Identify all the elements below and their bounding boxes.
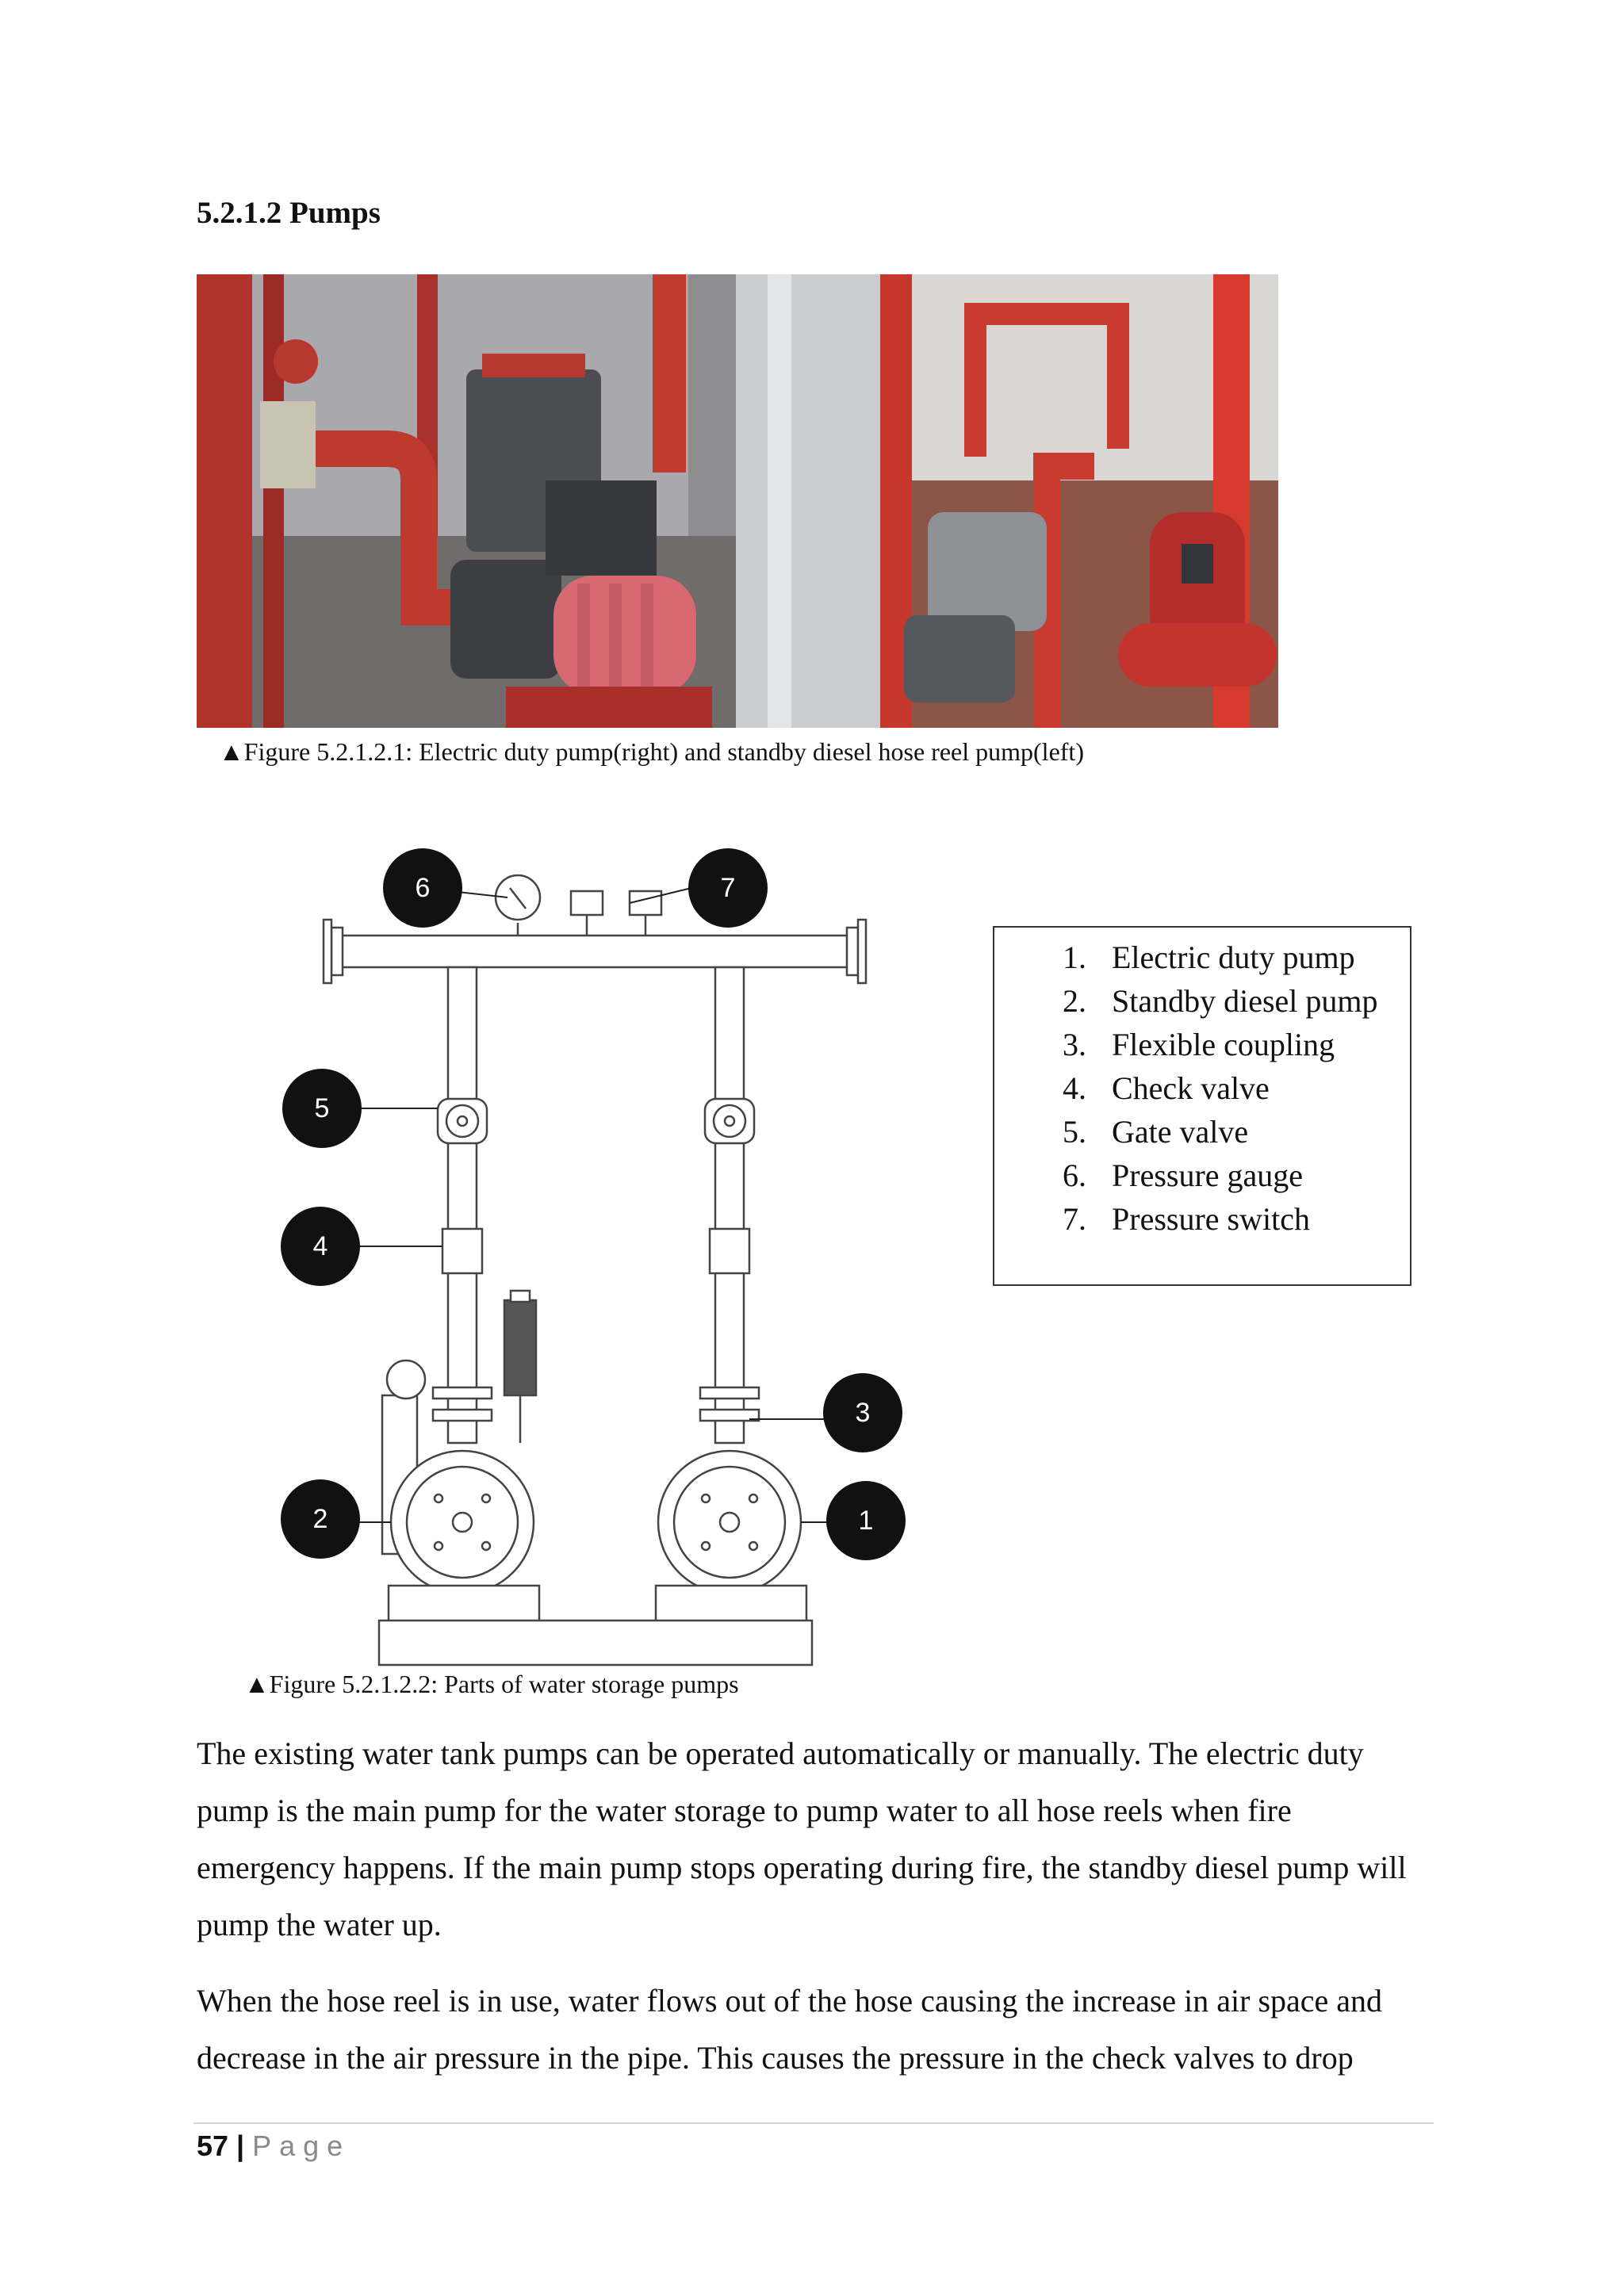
callout-5-label: 5	[314, 1093, 330, 1123]
callout-6-label: 6	[415, 873, 431, 903]
page-footer	[197, 2130, 350, 2163]
legend-item-number: 5.	[1063, 1114, 1086, 1150]
parts-legend	[993, 926, 1411, 1286]
legend-item-label: Gate valve	[1112, 1114, 1249, 1150]
legend-item-label: Pressure gauge	[1112, 1158, 1304, 1193]
body-paragraph-1: The existing water tank pumps can be operated automatically or manually. The electric duty pump is the main pump for the water storage to pump water to all hose reels when fire emergency happens. If the main pump stops operating during fire, the standby diesel pump will pump the water up.	[197, 1735, 1407, 1942]
figure-caption-1: ▲Figure 5.2.1.2.1: Electric duty pump(right) and standby diesel hose reel pump(left)	[219, 737, 1084, 766]
legend-item-number: 2.	[1063, 983, 1086, 1019]
callout-1-label: 1	[858, 1506, 874, 1536]
body-paragraph-2: When the hose reel is in use, water flows out of the hose causing the increase in air space and decrease in the air pressure in the pipe. This causes the pressure in the check valves to drop	[197, 1983, 1383, 2076]
page-word: Page	[252, 2130, 351, 2162]
pump-parts-diagram	[270, 840, 920, 1673]
figure-caption-2: ▲Figure 5.2.1.2.2: Parts of water storage pumps	[244, 1670, 739, 1698]
legend-item	[1063, 1066, 1378, 1110]
legend-item	[1063, 979, 1378, 1023]
legend-item-label: Flexible coupling	[1112, 1027, 1335, 1062]
legend-item	[1063, 1154, 1378, 1197]
legend-item	[1063, 1110, 1378, 1154]
legend-item-label: Standby diesel pump	[1112, 983, 1378, 1019]
diesel-pump-photo	[197, 274, 880, 728]
callout-7-label: 7	[720, 873, 736, 903]
legend-item-number: 3.	[1063, 1027, 1086, 1062]
callout-4-label: 4	[312, 1231, 328, 1261]
legend-item-number: 4.	[1063, 1070, 1086, 1106]
legend-item	[1063, 1197, 1378, 1241]
electric-pump-photo	[880, 274, 1278, 728]
section-heading: 5.2.1.2 Pumps	[197, 196, 381, 230]
legend-item-number: 6.	[1063, 1158, 1086, 1193]
legend-item-number: 7.	[1063, 1201, 1086, 1237]
legend-list	[1063, 936, 1378, 1241]
footer-separator: |	[236, 2130, 245, 2162]
legend-item	[1063, 936, 1378, 979]
pump-photos	[197, 274, 1278, 728]
legend-item-label: Check valve	[1112, 1070, 1270, 1106]
callout-2-label: 2	[312, 1504, 328, 1534]
footer-divider	[193, 2122, 1434, 2124]
callout-3-label: 3	[855, 1398, 871, 1428]
legend-item-number: 1.	[1063, 939, 1086, 975]
page-number: 57	[197, 2130, 229, 2162]
legend-item	[1063, 1023, 1378, 1066]
legend-item-label: Electric duty pump	[1112, 939, 1355, 975]
legend-item-label: Pressure switch	[1112, 1201, 1310, 1237]
